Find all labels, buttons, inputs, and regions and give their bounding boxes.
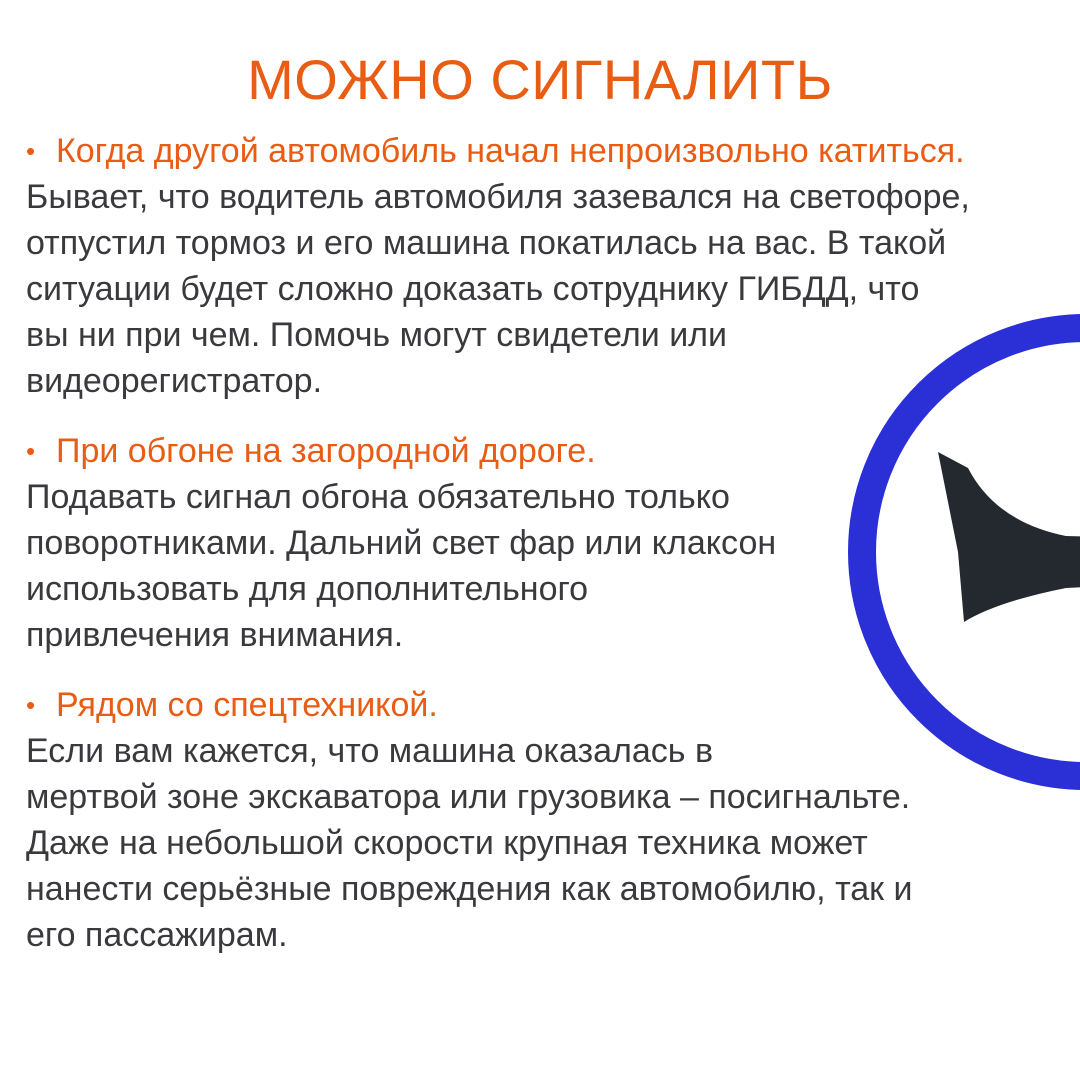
- item-text-line: Даже на небольшой скорости крупная техника может: [26, 824, 868, 862]
- item-text-line: мертвой зоне экскаватора или грузовика – посигнальте.: [26, 778, 911, 816]
- bullet-icon: •: [26, 436, 36, 466]
- list-item: [26, 428, 1076, 658]
- item-heading: При обгоне на загородной дороге.: [56, 432, 596, 470]
- item-text-line: нанести серьёзные повреждения как автомобилю, так и: [26, 870, 913, 908]
- content: [26, 128, 1076, 982]
- list-item: [26, 128, 1076, 404]
- item-heading: Когда другой автомобиль начал непроизвольно катиться.: [56, 132, 965, 170]
- item-text-line: Бывает, что водитель автомобиля зазевался на светофоре,: [26, 178, 970, 216]
- page-title: МОЖНО СИГНАЛИТЬ: [247, 48, 833, 111]
- list-item: [26, 682, 1076, 958]
- item-text-line: его пассажирам.: [26, 916, 288, 954]
- item-text-line: ситуации будет сложно доказать сотруднику ГИБДД, что: [26, 270, 920, 308]
- item-text-line: вы ни при чем. Помочь могут свидетели или: [26, 316, 728, 354]
- item-text-line: отпустил тормоз и его машина покатилась на вас. В такой: [26, 224, 947, 262]
- item-text-line: Если вам кажется, что машина оказалась в: [26, 732, 714, 770]
- item-text-line: использовать для дополнительного: [26, 570, 589, 608]
- item-text-line: поворотниками. Дальний свет фар или клаксон: [26, 524, 777, 562]
- item-text-line: Подавать сигнал обгона обязательно только: [26, 478, 730, 516]
- item-text-line: привлечения внимания.: [26, 616, 404, 654]
- item-heading: Рядом со спецтехникой.: [56, 686, 438, 724]
- bullet-icon: •: [26, 136, 36, 166]
- bullet-icon: •: [26, 690, 36, 720]
- item-text-line: видеорегистратор.: [26, 362, 323, 400]
